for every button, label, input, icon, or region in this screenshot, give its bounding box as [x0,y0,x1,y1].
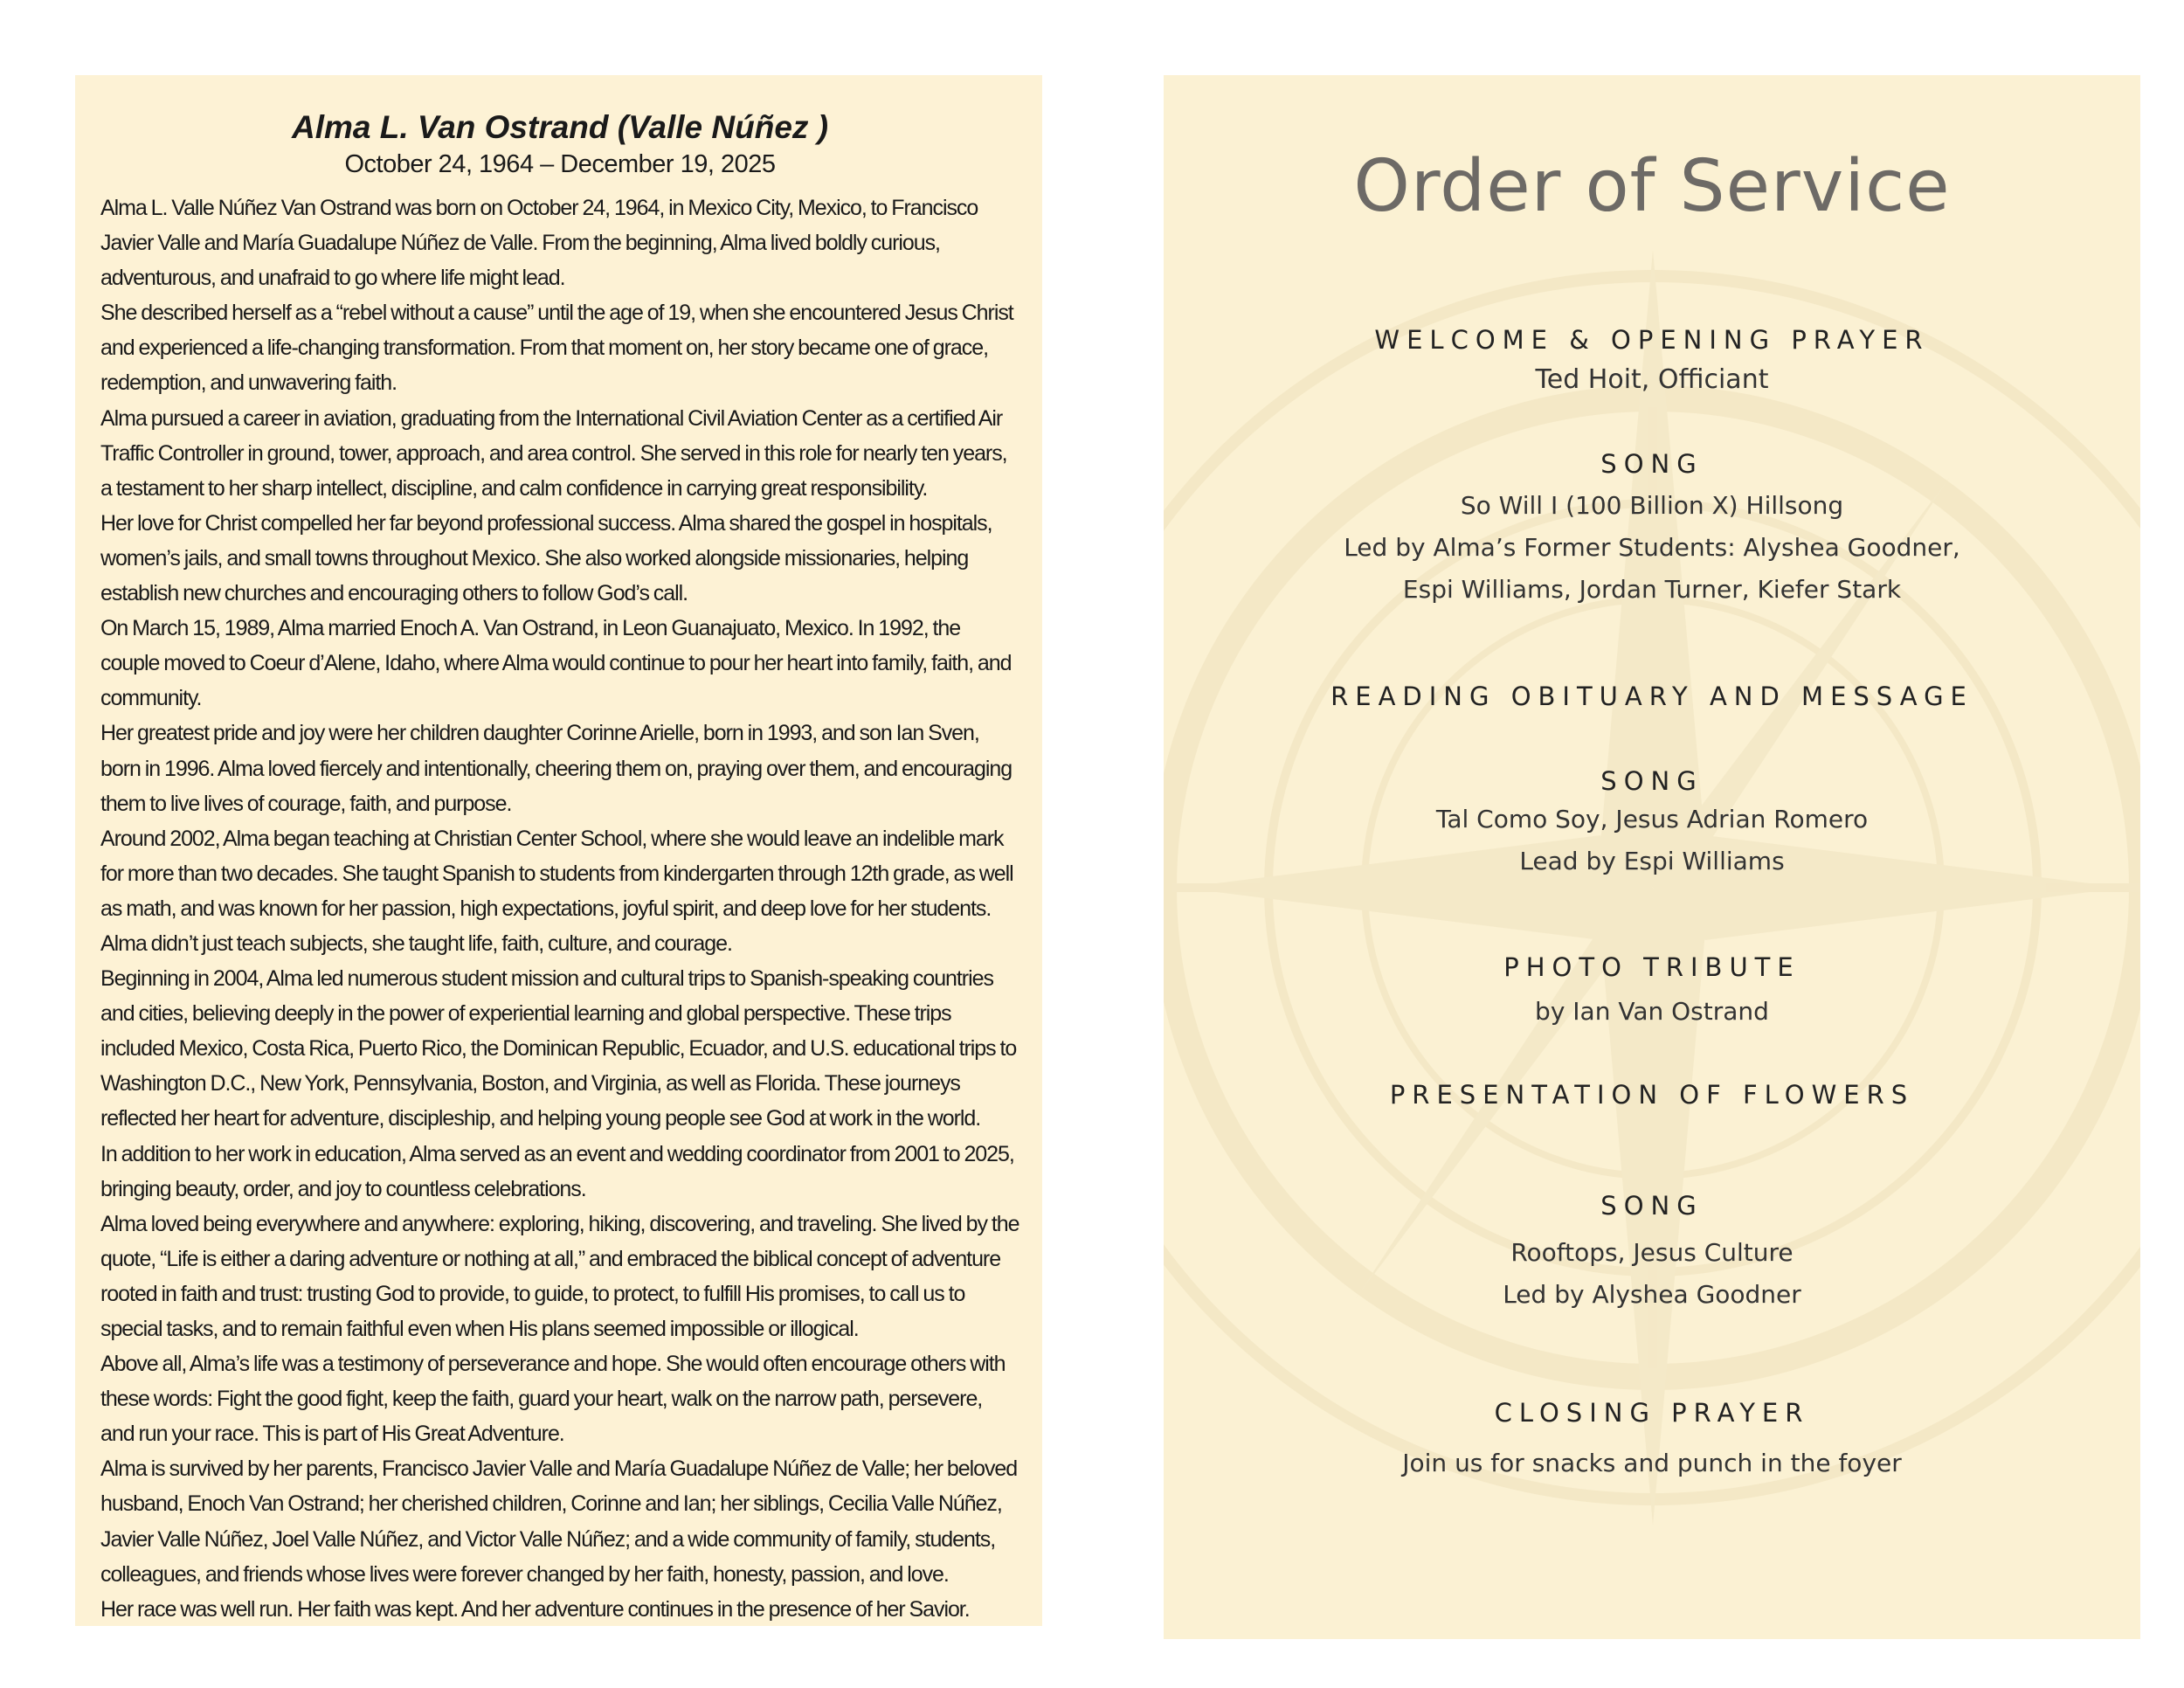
song2-heading: SONG [1600,766,1704,796]
obituary-paragraph: Around 2002, Alma began teaching at Christian Center School, where she would leave an indelible mark for more than two decades. She taught Spanish to students from kindergarten through 12th grade, as well as math, and was known for her passion, high expectations, joyful spirit, and deep love for her students. Alma didn’t just teach subjects, she taught life, faith, culture, and courage. [100,826,1013,956]
obituary-panel [75,75,1042,1626]
obituary-dates: October 24, 1964 – December 19, 2025 [344,150,776,178]
welcome-heading: WELCOME & OPENING PRAYER [1374,325,1930,355]
song2-leader: Lead by Espi Williams [1519,847,1785,875]
obituary-paragraph: Alma is survived by her parents, Francisco Javier Valle and María Guadalupe Núñez de Valle; her beloved husband, Enoch Van Ostrand; her cherished children, Corinne and Ian; her siblings, Cecilia Valle Núñez, Javier Valle Núñez, Joel Valle Núñez, and Victor Valle Núñez; and a wide community of family, students, colleagues, and friends whose lives were forever changed by her faith, honesty, passion, and love. [100,1456,1018,1587]
obituary-paragraph: Alma pursued a career in aviation, graduating from the International Civil Aviation Center as a certified Air Traffic Controller in ground, tower, approach, and area control. She served in this role for nearly ten years, a testament to her sharp intellect, discipline, and calm confidence in carrying great responsibility. [100,405,1007,501]
obituary-paragraph: Her love for Christ compelled her far beyond professional success. Alma shared the gospel in hospitals, women’s jails, and small towns throughout Mexico. She also worked alongside missionaries, helping establish new churches and encouraging others to follow God’s call. [100,510,992,606]
welcome-officiant: Ted Hoit, Officiant [1535,364,1769,395]
flowers-heading: PRESENTATION OF FLOWERS [1389,1080,1915,1110]
song1-heading: SONG [1600,449,1704,479]
obituary-body [100,190,1019,1627]
order-of-service-title: Order of Service [1353,145,1951,228]
obituary-paragraph: Her race was well run. Her faith was kept. And her adventure continues in the presence of her Savior. [100,1596,970,1622]
obituary-paragraph: She described herself as a “rebel without a cause” until the age of 19, when she encountered Jesus Christ and experienced a life-changing transformation. From that moment on, her story became one of grace, redemption, and unwavering faith. [100,301,1013,396]
song1-leaders: Led by Alma’s Former Students: Alyshea Goodner, [1344,533,1960,562]
song3-leader: Led by Alyshea Goodner [1503,1280,1801,1309]
obituary-paragraph: In addition to her work in education, Alma served as an event and wedding coordinator from 2001 to 2025, bringing beauty, order, and joy to countless celebrations. [100,1141,1014,1201]
obituary-paragraph: Her greatest pride and joy were her children daughter Corinne Arielle, born in 1993, and son Ian Sven, born in 1996. Alma loved fiercely and intentionally, cheering them on, praying over them, and encouraging them to live lives of courage, faith, and purpose. [100,721,1013,816]
closing-prayer-heading: CLOSING PRAYER [1494,1398,1810,1428]
song1-title: So Will I (100 Billion X) Hillsong [1460,491,1844,520]
obituary-paragraph: Beginning in 2004, Alma led numerous student mission and cultural trips to Spanish-speaking countries and cities, believing deeply in the power of experiential learning and global perspective. These trips included Mexico, Costa Rica, Puerto Rico, the Dominican Republic, Ecuador, and U.S. educational trips to Washington D.C., New York, Pennsylvania, Boston, and Virginia, as well as Florida. These journeys reflected her heart for adventure, discipleship, and helping young people see God at work in the world. [100,966,1017,1131]
photo-tribute-by: by Ian Van Ostrand [1535,997,1769,1026]
song2-title: Tal Como Soy, Jesus Adrian Romero [1435,805,1869,834]
song3-title: Rooftops, Jesus Culture [1510,1238,1794,1267]
obituary-paragraph: On March 15, 1989, Alma married Enoch A. Van Ostrand, in Leon Guanajuato, Mexico. In 1992, the couple moved to Coeur d’Alene, Idaho, where Alma would continue to pour her heart into family, faith, and community. [100,616,1012,711]
obituary-name: Alma L. Van Ostrand (Valle Núñez ) [291,109,829,145]
order-of-service-panel [1164,75,2140,1639]
obituary-paragraph: Alma loved being everywhere and anywhere: exploring, hiking, discovering, and traveling. She lived by the quote, “Life is either a daring adventure or nothing at all,” and embraced the biblical concept of adventure rooted in faith and trust: trusting God to provide, to guide, to protect, to fulfill His promises, to call us to special tasks, and to remain faithful even when His plans seemed impossible or illogical. [100,1211,1019,1341]
closing-note: Join us for snacks and punch in the foyer [1402,1449,1902,1477]
reading-heading: READING OBITUARY AND MESSAGE [1330,681,1973,711]
photo-tribute-heading: PHOTO TRIBUTE [1503,952,1800,982]
obituary-paragraph: Above all, Alma’s life was a testimony of perseverance and hope. She would often encourage others with these words: Fight the good fight, keep the faith, guard your heart, walk on the narrow path, persevere, and run your race. This is part of His Great Adventure. [100,1352,1006,1447]
song3-heading: SONG [1600,1191,1704,1221]
song1-leaders-cont: Espi Williams, Jordan Turner, Kiefer Stark [1402,575,1902,604]
obituary-paragraph: Alma L. Valle Núñez Van Ostrand was born on October 24, 1964, in Mexico City, Mexico, to Francisco Javier Valle and María Guadalupe Núñez de Valle. From the beginning, Alma lived boldly curious, adventurous, and unafraid to go where life might lead. [100,196,978,291]
